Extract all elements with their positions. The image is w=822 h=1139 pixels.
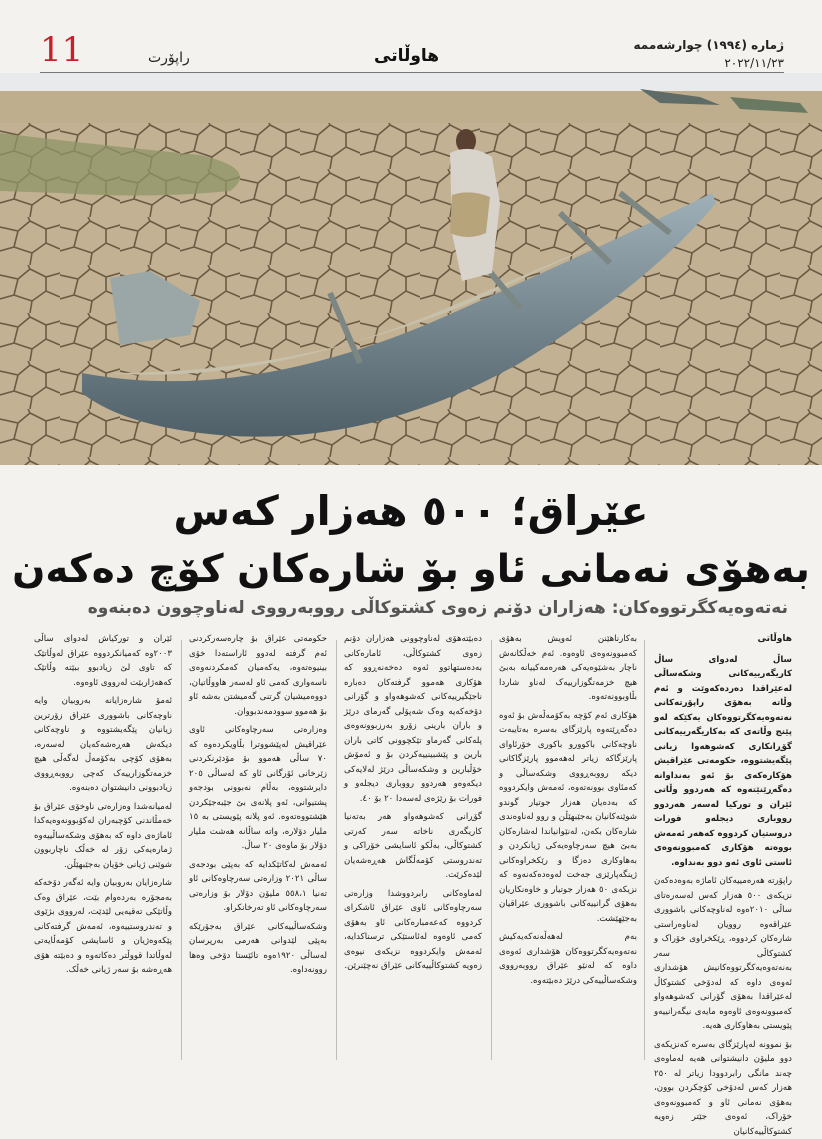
paragraph: ئێران و تورکیاش لەدوای ساڵی ٢٠٠٣وە کەمیانکردووە عێراق لەوڵاتێک کە تاوی لێ زیادبوو ببێتە وڵاتێک کەهەژاربێت لەرووی ئاوەوە.: [34, 632, 172, 690]
dry-riverbed-illustration: [0, 73, 822, 465]
paragraph: گۆڕانی کەشوهەواو هەر بەتەنیا کاریگەری ناخاتە سەر کەرتی کشتوکاڵی، بەڵکو ئاسایشی خۆراکی و تەندروستی کۆمەڵگاش هەڕەشەیان لێدەکرێت.: [344, 810, 482, 883]
column-divider: [644, 640, 645, 1060]
issue-number: ژمارە (١٩٩٤) چوارشەممە: [634, 38, 784, 52]
paragraph: ساڵ لەدوای ساڵ کاریگەرییەکانی وشکەساڵی لەعێراقدا دەردەکەوێت و ئەم وڵاتە بەهۆی راپۆرتەکانی نەتەوەیەکگرتووەکان یەکێکە لەو پێنج وڵاتەی کە بەکاریگەرییەکانی گۆڕانکاری کەشوهەوا زیانی پێگەیشتووە، حکومەتی عێراقیش هۆکارەکەی بۆ ئەو بەنداوانە دەگەڕێنێتەوە کە هەردوو وڵاتی ئێران و تورکیا لەسەر هەردوو رووباری دیجلەو فورات دروستیان کردووە کەهەر ئەمەش بووەتە هۆکاری کەمبوونەوەی ئاستی ئاوی ئەو دوو بەنداوە.: [654, 653, 792, 871]
article-body: [34, 632, 792, 1062]
paragraph: حکومەتی عێراق بۆ چارەسەرکردنی ئەم گرفتە لەدوو ئاراستەدا خۆی بینیوەتەوە، یەکەمیان کەمکردنەوەی ناسەواری کەمی ئاو لەسەر هاووڵاتیان، دووەمیشیان گرتنی گەمیشتن بەشە ئاو بۆ هەموو سوودمەندبووان.: [189, 632, 327, 719]
column-divider: [336, 640, 337, 1060]
article-column-2: [499, 632, 637, 1062]
paragraph: لەماوەکانی رابردووشدا وزارەتی سەرچاوەکانی ئاوی عێراق ئاشکرای کردووە کەعەمبارەکانی ئاو بەهۆی کەمی ئاوەوە لەئاستێکی ترسناکدایە، ئەمەش وایکردووە نزیکەی نیوەی زەویە کشتوکاڵییەکانی عێراق نەچێنرێن.: [344, 887, 482, 974]
section-label: راپۆرت: [148, 50, 190, 66]
page-header: [0, 0, 822, 72]
article-column-1: [654, 632, 792, 1062]
paragraph: ئەمۆ شارەزایانە بەروبیان وایە ناوچەکانی باشووری عێراق زۆرترین زیانیان پێگەیشتووە و ناوچەکانی دیکەش هەڕەشەکەیان لەسەرە، بەهۆی کۆچی بەکۆمەڵ لەگەڵی هیچ خزمەتگوزارییەک کەچی رووبەڕووی زیادبوونی دانیشتوان دەبنەوە.: [34, 694, 172, 796]
masthead-logo: هاوڵاتی: [374, 46, 439, 66]
byline: هاوڵاتی: [654, 632, 792, 647]
article-column-3: [344, 632, 482, 1062]
paragraph: شارەزایان بەروبیان وایە ئەگەر دۆخەکە بەمجۆرە بەردەوام بێت، عێراق وەک وڵاتێکی تەقیەیی لێدێت، لەرووی بژێوی و تەندروستییەوە، ئەمەش گرفتەکانی پێکەوەژیان و ئاسایشی کۆمەڵایەتی لەوڵاتدا قووڵتر دەکاتەوە و دەبێتە هۆی هەڕەشە بۆ سەر ژیانی خەڵک.: [34, 876, 172, 978]
paragraph: دەبێتەهۆی لەناوچوونی هەزاران دۆنم زەوی کشتوکاڵی، ئامارەکانی بەدەستهاتوو ئەوە دەخەنەڕوو کە هۆکاری هەموو گرفتەکان دەبارە ناجێگیرییەکانی کەشوهەواو و گۆرانی دۆخەکەیە وەک شەپۆلی گەرمای درێژ و باران بارینی زۆرو بەرزبوونەوەی پلەکانی گەرماو تێکچوونی کاتی باران بارین و پێشبینییەکردن بۆ و ئەمۆش خۆڵبارین و وشکەساڵی درێژ لەلایەکی دیکەوەو هەردوو رووباری دیجلەو و فورات بۆ رێژەی لەسەدا ٢٠ بۆ ٤٠.: [344, 632, 482, 806]
lead-photo: [0, 73, 822, 465]
paragraph: بەم لەهەڵەنەکەیەکیش نەتەوەیەکگرتووەکان هۆشداری ئەوەی داوە کە لەنێو عێراق رووبەرووی وشکەساڵییەکی درێژ دەبێتەوە.: [499, 930, 637, 988]
paragraph: ئەمەش لەکاتێکدایە کە بەپێی بودجەی ساڵی ٢٠٢١ وزارەتی سەرچاوەکانی ئاو تەنیا ٥٥٨،١ ملیۆن دۆلار بۆ وزارەتی سەرچاوەکانی ئاو تەرخانکراو.: [189, 858, 327, 916]
paragraph: لەمیانەشدا وەزارەتی ناوخۆی عێراق بۆ خەمڵاندنی کۆچبەران لەکۆبوونەوەیەکدا ئاماژەی داوە کە بەهۆی وشکەساڵییەوە ژمارەیەکی زۆر لە خەڵک ناچاربوون شوێنی ژیانی خۆیان بەجێبهێڵن.: [34, 800, 172, 873]
paragraph: بۆ نموونە لەپارێزگای بەسرە کەنزیکەی دوو ملیۆن دانیشتوانی هەیە لەماوەی چەند مانگی رابردوودا زیاتر لە ٢٥٠ هەزار کەس لەدۆخی کۆچکردن بوون، بەهۆی نەمانی ئاو و کەمبوونەوەی خۆراک، ئەوەی جێتر زەویە کشتوکاڵییەکانیان: [654, 1038, 792, 1139]
column-divider: [491, 640, 492, 1060]
issue-date: ٢٠٢٢/١١/٢٣: [724, 56, 784, 70]
page-number: 11: [40, 30, 83, 70]
article-column-4: [189, 632, 327, 1062]
headline-line-1: عێراق؛ ٥٠٠ هەزار کەس: [0, 487, 822, 535]
paragraph: بەکارناهێنن ئەویش بەهۆی کەمبوونەوەی ئاوەوە. ئەم خەڵکانەش ناچار بەشێوەیەکی هەرەمەکییانە بەبێ هیچ خزمەتگوزارییەک لەناو شاردا بڵاوبوونەتەوە.: [499, 632, 637, 705]
headline-line-2: بەهۆی نەمانی ئاو بۆ شارەکان کۆچ دەکەن: [0, 547, 822, 592]
paragraph: هۆکاری ئەم کۆچە بەکۆمەڵەش بۆ ئەوە دەگەڕێتەوە پارێزگای بەسرە بەتایبەت ناوچەکانی باکوورو باکوری خۆرئاوای پارێزگاکە زیاتر لەهەموو پارێزگاکانی دیکە رووبەڕووی وشکەساڵی و کەمئاوی بوونەتەوە، ئەمەش وایکردووە کە بەدەیان هەزار جوتیار گوندو شوێنەکانیان بەجێبهێڵن و روو لەناوەندی شارەکان بکەن، لەنێوانیاندا لەشارەکان بەبێ هیچ سەرچاوەیەکی ژیانکردن و بەهاوکاری دەزگا و رێکخراوەکانی ژینگەپارێزی جەخت لەوەدەکەنەوە کە نزیکەی ٥٠ هەزار جوتیار و خاوەنکاریان بەهۆی گرانییەکانی باشووری عێراقیان بەجێهێشت.: [499, 709, 637, 927]
subheadline: نەتەوەیەکگرتووەکان: هەزاران دۆنم زەوی کشتوکاڵی رووبەرووی لەناوچوون دەبنەوە: [28, 598, 788, 618]
paragraph: راپۆرتە هەرەمییەکان ئاماژە بەوەدەکەن نزیکەی ٥٠٠ هەزار کەس لەسەرەتای ساڵی ٢٠١٠ەوە لەناوچەکانی باشووری عێراقەوە روویان لەناوەراستی شارەکان کردووە، ڕێکخراوی خۆراک و کشتوکاڵی سەر بەنەتەوەیەکگرتووەکانیش هۆشداری ئەوەی داوە کە لەدۆخی کشتوکاڵ لەعێراقدا بەهۆی گۆرانی کەشوهەواو کەمبوونەوەی ئاوەوە مایەی نیگەرانییەو پێویستی بەهاوکاری هەیە.: [654, 874, 792, 1034]
column-divider: [181, 640, 182, 1060]
paragraph: وەزارەتی سەرچاوەکانی ئاوی عێراقیش لەپێشووترا بڵاویکردەوە کە ٧٠ ساڵی هەموو بۆ مۆدێرنکردنی زێرخانی ئۆرگانی ئاو کە لەساڵی ٢٠٥ دایرشتووە، بەڵام نەبوونی بودجەو پشتیوانی، ئەو پلانەی بێ جێبەجێکردن هێشتووەتەوە. ئەو پلانە پێویستی بە ١٥ ملیار دۆلارە، واتە ساڵانە هەشت ملیار دۆلار بۆ ماوەی ٢٠ ساڵ.: [189, 723, 327, 854]
paragraph: وشکەساڵییەکانی عێراق بەجۆرێکە بەپێی لێدوانی هەرمی بەرپرسان لەساڵی ١٩٢٠ەوە تائێستا دۆخی وەها روونەداوە.: [189, 920, 327, 978]
article-column-5: [34, 632, 172, 1062]
